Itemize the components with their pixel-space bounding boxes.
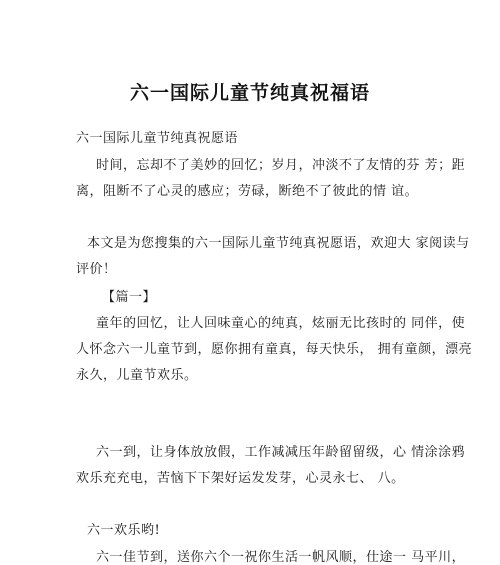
paragraph-3-line-3: 永久，儿童节欢乐。 bbox=[76, 368, 198, 383]
paragraph-3-line-1: 童年的回忆，让人回味童心的纯真，炫丽无比孩时的 同伴，使 bbox=[96, 316, 466, 331]
paragraph-4-line-1: 六一到，让身体放放假，工作减减压年龄留留级，心 情涂涂鸦 bbox=[96, 445, 466, 460]
paragraph-4-line-2: 欢乐充充电，苦恼下下架好运发发芽，心灵永七、 八。 bbox=[76, 471, 405, 486]
paragraph-3-line-2: 人怀念六一儿童节到，愿你拥有童真，每天快乐， 拥有童颜，漂亮 bbox=[76, 342, 473, 357]
paragraph-5-line-1: 六一欢乐哟! bbox=[87, 523, 161, 538]
subtitle-line: 六一国际儿童节纯真祝愿语 bbox=[76, 131, 239, 146]
document-title: 六一国际儿童节纯真祝福语 bbox=[129, 82, 370, 104]
paragraph-2-line-1: 本文是为您搜集的六一国际儿童节纯真祝愿语，欢迎大 家阅读与 bbox=[87, 236, 470, 251]
section-label: 【篇一】 bbox=[102, 290, 157, 305]
paragraph-6-line-1: 六一佳节到，送你六个一祝你生活一帆风顺，仕途一 马平川， bbox=[96, 550, 466, 565]
paragraph-2-line-2: 评价！ bbox=[76, 262, 117, 277]
paragraph-1-line-1: 时间，忘却不了美妙的回忆；岁月，冲淡不了友情的芬 芳；距 bbox=[96, 158, 466, 173]
paragraph-1-line-2: 离，阻断不了心灵的感应；劳碌，断绝不了彼此的情 谊。 bbox=[76, 184, 419, 199]
